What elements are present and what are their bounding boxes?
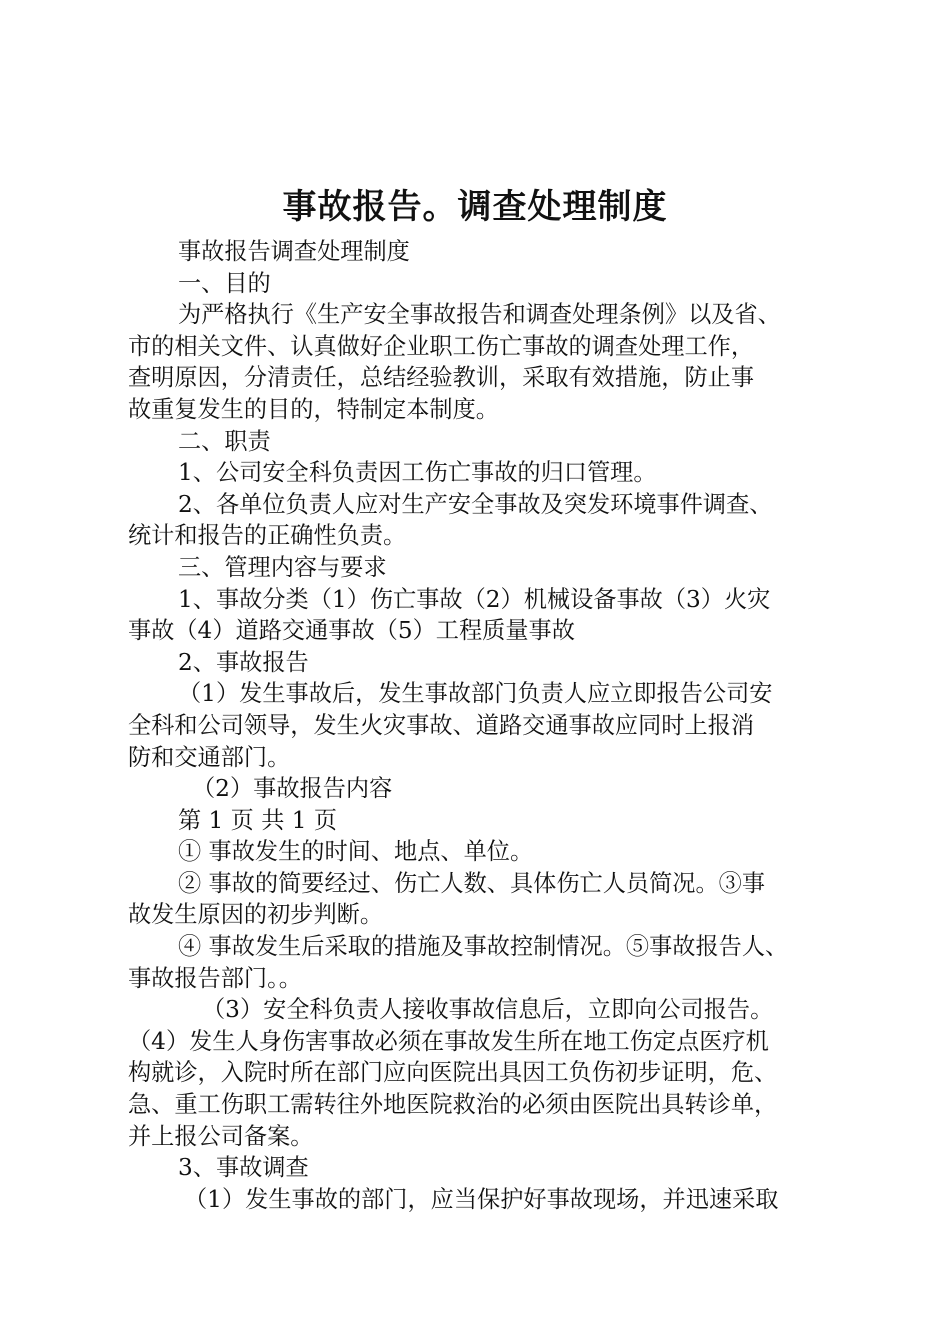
paragraph-line: 事故报告部门。。 bbox=[128, 964, 302, 992]
paragraph-line: （4）发生人身伤害事故必须在事故发生所在地工伤定点医疗机 bbox=[128, 1027, 769, 1055]
paragraph-line: ② 事故的简要经过、伤亡人数、具体伤亡人员简况。③事 bbox=[178, 869, 766, 897]
paragraph-line: 为严格执行《生产安全事故报告和调查处理条例》以及省、 bbox=[178, 301, 781, 329]
paragraph-line: （1）发生事故后，发生事故部门负责人应立即报告公司安 bbox=[178, 680, 773, 708]
paragraph-line: 防和交通部门。 bbox=[128, 743, 291, 771]
paragraph-line: （2）事故报告内容 bbox=[192, 775, 393, 803]
paragraph-line: 1、事故分类（1）伤亡事故（2）机械设备事故（3）火灾 bbox=[178, 585, 771, 613]
paragraph-line: 事故报告调查处理制度 bbox=[178, 238, 410, 265]
paragraph-line: 统计和报告的正确性负责。 bbox=[128, 522, 407, 550]
paragraph-line: （1）发生事故的部门，应当保护好事故现场，并迅速采取 bbox=[184, 1185, 779, 1213]
paragraph-line: 故发生原因的初步判断。 bbox=[128, 901, 384, 929]
section-heading: 二、职责 bbox=[178, 427, 271, 455]
document-title: 事故报告。调查处理制度 bbox=[282, 187, 668, 227]
paragraph-line: 1、公司安全科负责因工伤亡事故的归口管理。 bbox=[178, 459, 657, 487]
section-heading: 一、目的 bbox=[178, 269, 271, 297]
paragraph-line: 事故（4）道路交通事故（5）工程质量事故 bbox=[128, 617, 575, 645]
paragraph-line: ① 事故发生的时间、地点、单位。 bbox=[178, 838, 534, 866]
paragraph-line: 故重复发生的目的，特制定本制度。 bbox=[128, 395, 499, 423]
paragraph-line: 构就诊，入院时所在部门应向医院出具因工负伤初步证明，危、 bbox=[128, 1059, 778, 1087]
paragraph-line: 市的相关文件、认真做好企业职工伤亡事故的调查处理工作， bbox=[128, 332, 755, 360]
section-heading: 三、管理内容与要求 bbox=[178, 553, 387, 581]
paragraph-line: 全科和公司领导，发生火灾事故、道路交通事故应同时上报消 bbox=[128, 711, 755, 739]
subsection-heading: 3、事故调查 bbox=[178, 1154, 309, 1182]
paragraph-line: 急、重工伤职工需转往外地医院救治的必须由医院出具转诊单， bbox=[128, 1091, 778, 1119]
paragraph-line: ④ 事故发生后采取的措施及事故控制情况。⑤事故报告人、 bbox=[178, 933, 789, 961]
paragraph-line: （3）安全科负责人接收事故信息后，立即向公司报告。 bbox=[202, 996, 774, 1024]
paragraph-line: 2、各单位负责人应对生产安全事故及突发环境事件调查、 bbox=[178, 490, 773, 518]
document-body bbox=[128, 236, 834, 1215]
subsection-heading: 2、事故报告 bbox=[178, 648, 309, 676]
paragraph-line: 查明原因，分清责任，总结经验教训，采取有效措施，防止事 bbox=[128, 364, 755, 392]
paragraph-line: 并上报公司备案。 bbox=[128, 1122, 314, 1150]
page-number: 第 1 页 共 1 页 bbox=[178, 806, 338, 834]
